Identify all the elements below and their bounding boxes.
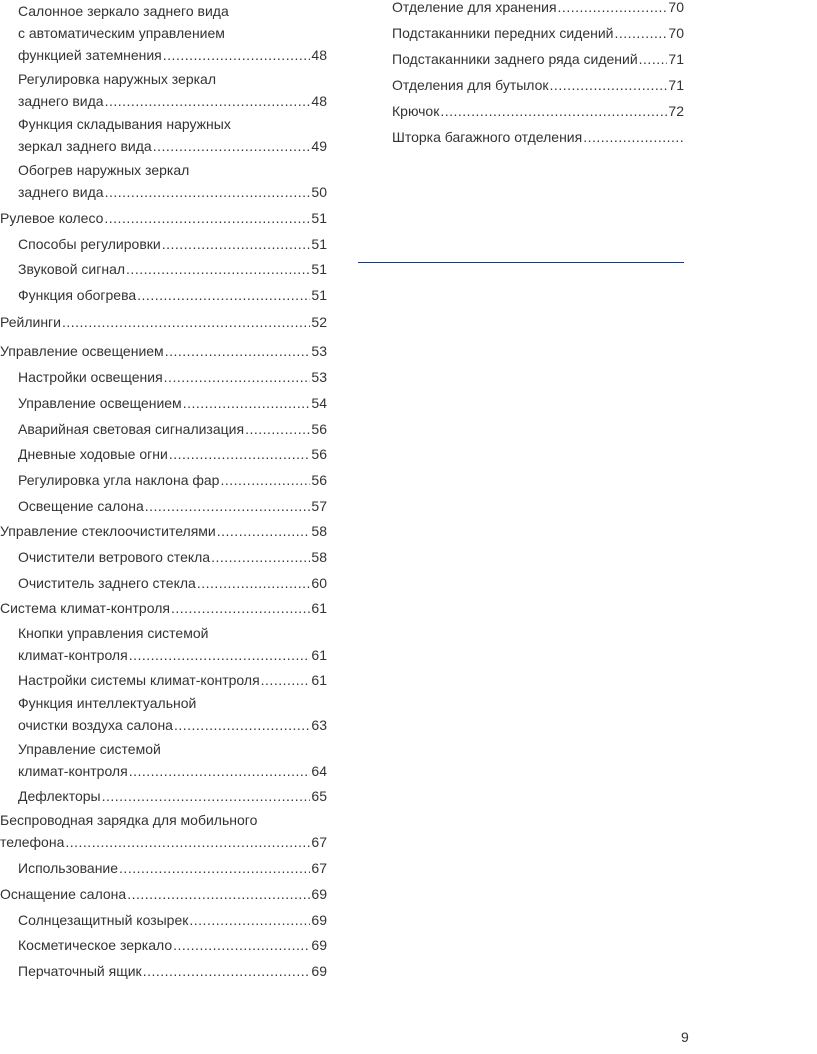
toc-entry-title: Дефлекторы bbox=[18, 788, 101, 804]
toc-page-number: 57 bbox=[311, 498, 327, 514]
toc-entry[interactable] bbox=[18, 960, 327, 982]
toc-entry[interactable] bbox=[18, 159, 327, 203]
toc-entry[interactable] bbox=[18, 909, 327, 931]
dot-leader bbox=[127, 883, 310, 905]
toc-entry-title: Настройки освещения bbox=[18, 369, 163, 385]
dot-leader bbox=[119, 857, 310, 879]
toc-entry[interactable] bbox=[18, 785, 327, 807]
toc-entry-title: Косметическое зеркало bbox=[18, 937, 173, 953]
dot-leader bbox=[171, 597, 310, 619]
toc-entry[interactable] bbox=[18, 469, 327, 491]
toc-entry[interactable] bbox=[18, 546, 327, 568]
dot-leader bbox=[558, 0, 668, 18]
toc-entry[interactable] bbox=[392, 74, 684, 96]
toc-entry[interactable] bbox=[18, 934, 327, 956]
toc-page-number: 58 bbox=[311, 523, 327, 539]
toc-page-number: 65 bbox=[311, 788, 327, 804]
toc-entry-title: Управление освещением bbox=[18, 395, 182, 411]
toc-entry-title: очистки воздуха салона bbox=[18, 717, 173, 733]
toc-page-number: 51 bbox=[311, 287, 327, 303]
toc-entry[interactable] bbox=[392, 0, 684, 18]
dot-leader bbox=[162, 233, 311, 255]
dot-leader bbox=[550, 74, 668, 96]
dot-leader bbox=[105, 181, 311, 203]
toc-entry[interactable] bbox=[18, 669, 327, 691]
toc-page-number: 58 bbox=[311, 549, 327, 565]
toc-page-number: 61 bbox=[311, 600, 327, 616]
toc-entry-title: Беспроводная зарядка для мобильного bbox=[0, 812, 258, 828]
toc-entry-title: заднего вида bbox=[18, 184, 104, 200]
toc-entry-title: Рулевое колесо bbox=[0, 210, 104, 226]
dot-leader bbox=[163, 44, 311, 66]
divider-rule bbox=[358, 262, 684, 263]
dot-leader bbox=[165, 340, 311, 362]
toc-entry-title: Функция интеллектуальной bbox=[18, 695, 197, 711]
dot-leader bbox=[583, 126, 683, 148]
toc-entry-title: Регулировка наружных зеркал bbox=[18, 71, 216, 87]
toc-entry-title: Использование bbox=[18, 860, 119, 876]
dot-leader bbox=[153, 135, 311, 157]
toc-entry-title: Система климат-контроля bbox=[0, 600, 170, 616]
toc-entry[interactable] bbox=[0, 520, 327, 542]
toc-page-number: 50 bbox=[311, 184, 327, 200]
toc-page-number: 69 bbox=[311, 937, 327, 953]
toc-entry-title: Шторка багажного отделения bbox=[392, 129, 583, 145]
toc-entry-title: Дневные ходовые огни bbox=[18, 446, 168, 462]
toc-entry-title: Функция складывания наружных bbox=[18, 116, 231, 132]
toc-page-number: 52 bbox=[311, 314, 327, 330]
dot-leader bbox=[197, 572, 311, 594]
toc-entry-title: климат-контроля bbox=[18, 763, 128, 779]
toc-page-number: 70 bbox=[668, 25, 684, 41]
toc-entry-title: Очистители ветрового стекла bbox=[18, 549, 211, 565]
toc-entry[interactable] bbox=[18, 233, 327, 255]
toc-page-number: 56 bbox=[311, 446, 327, 462]
dot-leader bbox=[440, 100, 667, 122]
dot-leader bbox=[62, 311, 310, 333]
toc-entry-title: Рейлинги bbox=[0, 314, 61, 330]
dot-leader bbox=[137, 284, 310, 306]
toc-entry-title: Настройки системы климат-контроля bbox=[18, 672, 260, 688]
dot-leader bbox=[169, 443, 311, 465]
dot-leader bbox=[173, 934, 310, 956]
toc-entry[interactable] bbox=[0, 340, 327, 362]
dot-leader bbox=[189, 909, 310, 931]
toc-entry[interactable] bbox=[18, 857, 327, 879]
toc-entry[interactable] bbox=[18, 284, 327, 306]
toc-page-number: 70 bbox=[668, 0, 684, 15]
toc-entry-title: Отделение для хранения bbox=[392, 0, 557, 15]
toc-entry-title: зеркал заднего вида bbox=[18, 138, 152, 154]
toc-entry-title: Оснащение салона bbox=[0, 886, 127, 902]
toc-page-number: 53 bbox=[311, 369, 327, 385]
toc-page-number: 63 bbox=[311, 717, 327, 733]
toc-entry[interactable] bbox=[18, 443, 327, 465]
toc-entry[interactable] bbox=[392, 48, 684, 70]
toc-entry-title: Солнцезащитный козырек bbox=[18, 912, 189, 928]
toc-entry[interactable] bbox=[392, 126, 684, 148]
toc-page-number: 69 bbox=[311, 963, 327, 979]
toc-entry-title: Подстаканники заднего ряда сидений bbox=[392, 51, 638, 67]
toc-page-number: 54 bbox=[311, 395, 327, 411]
dot-leader bbox=[174, 714, 310, 736]
toc-entry-title: функцией затемнения bbox=[18, 47, 162, 63]
toc-page-number: 64 bbox=[311, 763, 327, 779]
dot-leader bbox=[143, 960, 311, 982]
toc-page-number: 61 bbox=[311, 672, 327, 688]
toc-entry-title: Салонное зеркало заднего вида bbox=[18, 3, 229, 19]
toc-page-number: 67 bbox=[311, 860, 327, 876]
toc-entry[interactable] bbox=[0, 809, 327, 853]
dot-leader bbox=[183, 392, 311, 414]
toc-entry-title: Подстаканники передних сидений bbox=[392, 25, 614, 41]
toc-entry[interactable] bbox=[18, 113, 327, 157]
toc-entry-title: Крючок bbox=[392, 103, 440, 119]
toc-entry-title: климат-контроля bbox=[18, 647, 128, 663]
toc-entry-title: Регулировка угла наклона фар bbox=[18, 472, 220, 488]
toc-page-number: 71 bbox=[668, 77, 684, 93]
dot-leader bbox=[220, 469, 310, 491]
toc-entry-title: Способы регулировки bbox=[18, 236, 161, 252]
toc-page-number: 71 bbox=[668, 51, 684, 67]
dot-leader bbox=[261, 669, 311, 691]
toc-entry[interactable] bbox=[18, 692, 327, 736]
toc-entry[interactable] bbox=[18, 366, 327, 388]
toc-entry[interactable] bbox=[0, 597, 327, 619]
toc-entry-title: Управление освещением bbox=[0, 343, 164, 359]
toc-page-number: 48 bbox=[311, 93, 327, 109]
toc-page-number: 56 bbox=[311, 472, 327, 488]
toc-entry-title: Освещение салона bbox=[18, 498, 144, 514]
toc-entry[interactable] bbox=[392, 22, 684, 44]
toc-entry[interactable] bbox=[18, 572, 327, 594]
toc-entry[interactable] bbox=[0, 883, 327, 905]
dot-leader bbox=[129, 760, 311, 782]
toc-entry[interactable] bbox=[0, 311, 327, 333]
toc-page-number: 51 bbox=[311, 261, 327, 277]
toc-page-number: 67 bbox=[311, 834, 327, 850]
toc-entry-title: Очиститель заднего стекла bbox=[18, 575, 196, 591]
dot-leader bbox=[614, 22, 667, 44]
toc-entry[interactable] bbox=[18, 418, 327, 440]
dot-leader bbox=[245, 418, 310, 440]
toc-page-number: 53 bbox=[311, 343, 327, 359]
toc-entry[interactable] bbox=[18, 392, 327, 414]
toc-entry-title: Кнопки управления системой bbox=[18, 625, 209, 641]
toc-entry[interactable] bbox=[18, 68, 327, 112]
toc-page-number: 51 bbox=[311, 236, 327, 252]
toc-page-number: 56 bbox=[311, 421, 327, 437]
toc-entry-title: Управление системой bbox=[18, 741, 161, 757]
dot-leader bbox=[145, 495, 311, 517]
toc-entry-title: Управление стеклоочистителями bbox=[0, 523, 216, 539]
toc-entry-title: Обогрев наружных зеркал bbox=[18, 162, 190, 178]
dot-leader bbox=[104, 207, 310, 229]
dot-leader bbox=[102, 785, 311, 807]
toc-entry[interactable] bbox=[392, 100, 684, 122]
toc-entry[interactable] bbox=[18, 738, 327, 782]
toc-entry[interactable] bbox=[18, 495, 327, 517]
toc-entry[interactable] bbox=[18, 622, 327, 666]
dot-leader bbox=[129, 644, 311, 666]
toc-entry[interactable] bbox=[0, 207, 327, 229]
toc-page-number: 72 bbox=[668, 103, 684, 119]
dot-leader bbox=[105, 90, 311, 112]
toc-entry-title: заднего вида bbox=[18, 93, 104, 109]
toc-page-number: 69 bbox=[311, 886, 327, 902]
toc-entry-title: телефона bbox=[0, 834, 65, 850]
dot-leader bbox=[217, 520, 311, 542]
toc-page-number: 60 bbox=[311, 575, 327, 591]
dot-leader bbox=[639, 48, 668, 70]
toc-entry-title: Аварийная световая сигнализация bbox=[18, 421, 245, 437]
toc-entry[interactable] bbox=[18, 258, 327, 280]
page-number: 9 bbox=[681, 1029, 689, 1045]
dot-leader bbox=[164, 366, 311, 388]
toc-page-number: 51 bbox=[311, 210, 327, 226]
toc-entry-title: Перчаточный ящик bbox=[18, 963, 142, 979]
dot-leader bbox=[211, 546, 310, 568]
dot-leader bbox=[126, 258, 310, 280]
toc-page-number: 61 bbox=[311, 647, 327, 663]
toc-entry-title: с автоматическим управлением bbox=[18, 25, 225, 41]
toc-entry-title: Функция обогрева bbox=[18, 287, 137, 303]
toc-entry-title: Отделения для бутылок bbox=[392, 77, 549, 93]
dot-leader bbox=[65, 831, 310, 853]
toc-page-number: 48 bbox=[311, 47, 327, 63]
toc-page-number: 49 bbox=[311, 138, 327, 154]
toc-entry[interactable] bbox=[18, 0, 327, 66]
toc-page-number: 69 bbox=[311, 912, 327, 928]
toc-entry-title: Звуковой сигнал bbox=[18, 261, 126, 277]
